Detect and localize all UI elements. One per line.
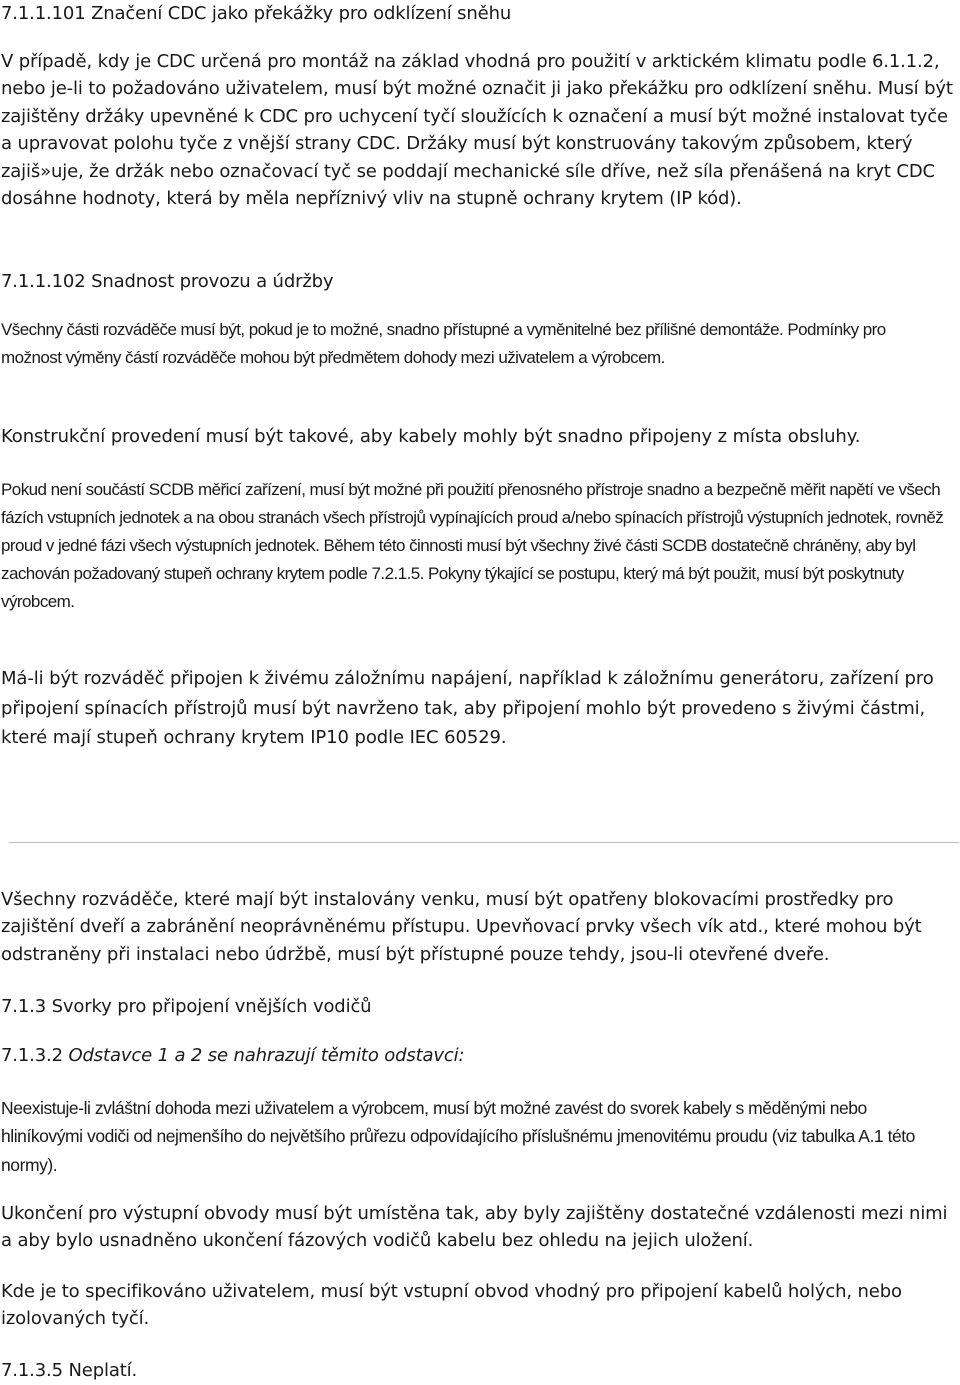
section-heading-7-1-3-2 [0, 1042, 464, 1069]
section-heading-7-1-3: 7.1.3 Svorky pro připojení vnějších vodičů [1, 996, 372, 1017]
paragraph-outdoor-locking: Všechny rozváděče, které mají být instalovány venku, musí být opatřeny blokovacími prostředky pro zajištění dveří a zabránění neoprávněnému přístupu. Upevňovací prvky všech vík atd., které mohou být odstraněny při instalaci nebo údržbě, musí být přístupné pouze tehdy, jsou-li otevřené dveře. [1, 889, 922, 965]
paragraph-backup-supply: Má-li být rozváděč připojen k živému záložnímu napájení, například k záložnímu generátoru, zařízení pro připojení spínacích přístrojů musí být navrženo tak, aby připojení mohlo být provedeno s živými částmi, které mají stupeň ochrany krytem IP10 podle IEC 60529. [1, 668, 934, 749]
paragraph-measurement: Pokud není součástí SCDB měřicí zařízení, musí být možné při použití přenosného přístroje snadno a bezpečně měřit napětí ve všech fázích vstupních jednotek a na obou stranách všech přístrojů vypínajících proud a/nebo spínacích přístrojů výstupních jednotek, rovněž proud v jedné fázi všech výstupních jednotek. Během této činnosti musí být všechny živé části SCDB dostatečně chráněny, aby byl zachován požadovaný stupeň ochrany krytem podle 7.2.1.5. Pokyny týkající se postupu, který má být použit, musí být poskytnuty výrobcem. [1, 480, 944, 611]
section-heading-7-1-1-101: 7.1.1.101 Značení CDC jako překážky pro odklízení sněhu [1, 3, 512, 24]
paragraph-accessibility: Všechny části rozváděče musí být, pokud je to možné, snadno přístupné a vyměnitelné bez přílišné demontáže. Podmínky pro možnost výměny částí rozváděče mohou být předmětem dohody mezi uživatelem a výrobcem. [1, 320, 886, 367]
paragraph-terminals: Neexistuje-li zvláštní dohoda mezi uživatelem a výrobcem, musí být možné zavést do svorek kabely s měděnými nebo hliníkovými vodiči od nejmenšího do největšího průřezu odpovídajícího příslušnému jmenovitému proudu (viz tabulka A.1 této normy). [1, 1098, 915, 1175]
section-heading-7-1-3-5: 7.1.3.5 Neplatí. [1, 1360, 138, 1381]
heading-italic-text: Odstavce 1 a 2 se nahrazují těmito odstavci: [68, 1045, 465, 1066]
paragraph-snow-marking: V případě, kdy je CDC určená pro montáž na základ vhodná pro použití v arktickém klimatu podle 6.1.1.2, nebo je-li to požadováno uživatelem, musí být možné označit ji jako překážku pro odklízení sněhu. Musí být zajištěny držáky upevněné k CDC pro uchycení tyčí sloužících k označení a musí být možné instalovat tyče a upravovat polohu tyče z vnější strany CDC. Držáky musí být konstruovány takovým způsobem, který zajiš»uje, že držák nebo označovací tyč se poddají mechanické síle dříve, než síla přenášená na kryt CDC dosáhne hodnoty, která by měla nepříznivý vliv na stupně ochrany krytem (IP kód). [1, 51, 953, 210]
paragraph-output-terminations: Ukončení pro výstupní obvody musí být umístěna tak, aby byly zajištěny dostatečné vzdálenosti mezi nimi a aby bylo usnadněno ukončení fázových vodičů kabelu bez ohledu na jejich uložení. [1, 1203, 948, 1252]
section-heading-7-1-1-102: 7.1.1.102 Snadnost provozu a údržby [1, 271, 334, 292]
paragraph-cable-connection: Konstrukční provedení musí být takové, aby kabely mohly být snadno připojeny z místa obsluhy. [1, 426, 861, 447]
paragraph-input-circuit: Kde je to specifikováno uživatelem, musí být vstupní obvod vhodný pro připojení kabelů holých, nebo izolovaných tyčí. [1, 1281, 902, 1330]
heading-number: 7.1.3.2 [1, 1045, 63, 1066]
page-divider [9, 842, 959, 843]
